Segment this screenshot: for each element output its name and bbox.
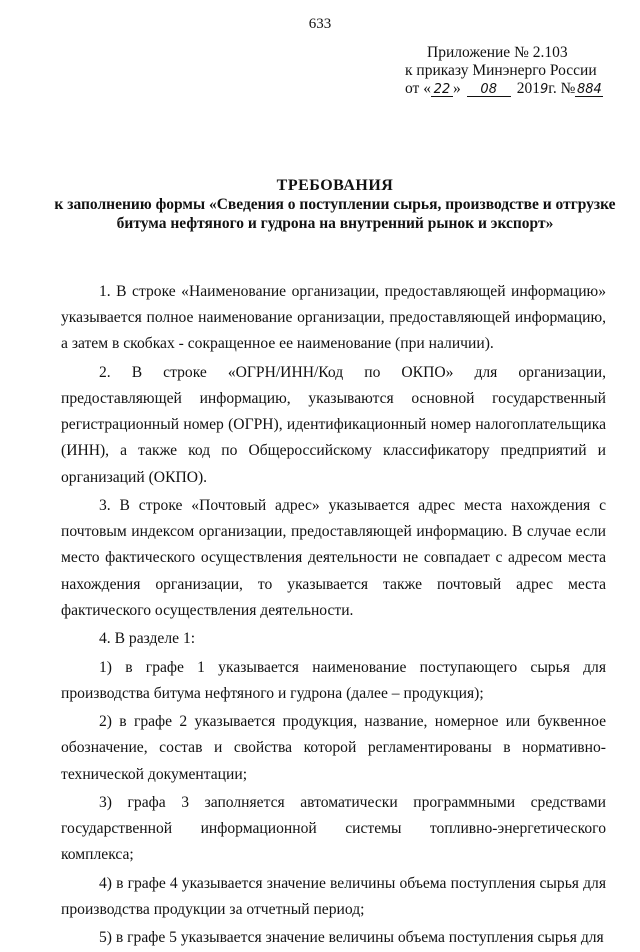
date-month-handwritten: 08 (467, 83, 511, 97)
appendix-date-line (405, 80, 603, 98)
date-year-suffix: г. № (548, 80, 576, 97)
paragraph-4-1: 1) в графе 1 указывается наименование поступающего сырья для производства битума нефтяного и гудрона (далее – продукция); (61, 658, 606, 702)
order-number-handwritten: 884 (576, 82, 602, 97)
appendix-block (405, 44, 603, 98)
paragraph-4: 4. В разделе 1: (99, 630, 196, 648)
appendix-order-ref: к приказу Минэнерго России (405, 62, 597, 79)
document-subtitle (40, 195, 630, 233)
date-year-digit-handwritten: 9 (539, 82, 549, 97)
date-year-prefix: 201 (516, 80, 540, 97)
subtitle-line-1: к заполнению формы «Сведения о поступлении сырья, производстве и отгрузке (54, 196, 616, 213)
document-title: ТРЕБОВАНИЯ (276, 177, 394, 194)
paragraph-4-5: 5) в графе 5 указывается значение величины объема поступления сырья для (99, 929, 604, 947)
paragraph-4-4: 4) в графе 4 указывается значение величины объема поступления сырья для производства продукции за отчетный период; (61, 874, 606, 918)
paragraph-1: 1. В строке «Наименование организации, предоставляющей информацию» указывается полное наименование организации, предоставляющей информацию, а затем в скобках - сокращенное ее наименование (при наличии). (61, 283, 606, 353)
appendix-title: Приложение № 2.103 (427, 44, 568, 61)
paragraph-4-2: 2) в графе 2 указывается продукция, название, номерное или буквенное обозначение, состав и свойства которой регламентированы в нормативно-технической документации; (61, 713, 606, 783)
date-day-handwritten: 22 (431, 83, 453, 97)
subtitle-line-2: битума нефтяного и гудрона на внутренний рынок и экспорт» (116, 215, 554, 232)
paragraph-4-3: 3) графа 3 заполняется автоматически программными средствами государственной информационной системы топливно-энергетического комплекса; (61, 793, 606, 864)
page-number: 633 (308, 16, 332, 32)
date-mid: » (452, 80, 461, 97)
date-prefix: от « (405, 80, 431, 97)
paragraph-2: 2. В строке «ОГРН/ИНН/Код по ОКПО» для организации, предоставляющей информацию, указываются основной государственный регистрационный номер (ОГРН), идентификационный номер налогоплательщика (ИНН), а также код по Общероссийскому классификатору предприятий и организаций (ОКПО). (61, 363, 606, 486)
paragraph-3: 3. В строке «Почтовый адрес» указывается адрес места нахождения с почтовым индексом организации, предоставляющей информацию. В случае если место фактического осуществления деятельности не совпадает с адресом места нахождения организации, то указывается также почтовый адрес места фактического осуществления деятельности. (61, 497, 606, 619)
document-body (61, 279, 606, 952)
